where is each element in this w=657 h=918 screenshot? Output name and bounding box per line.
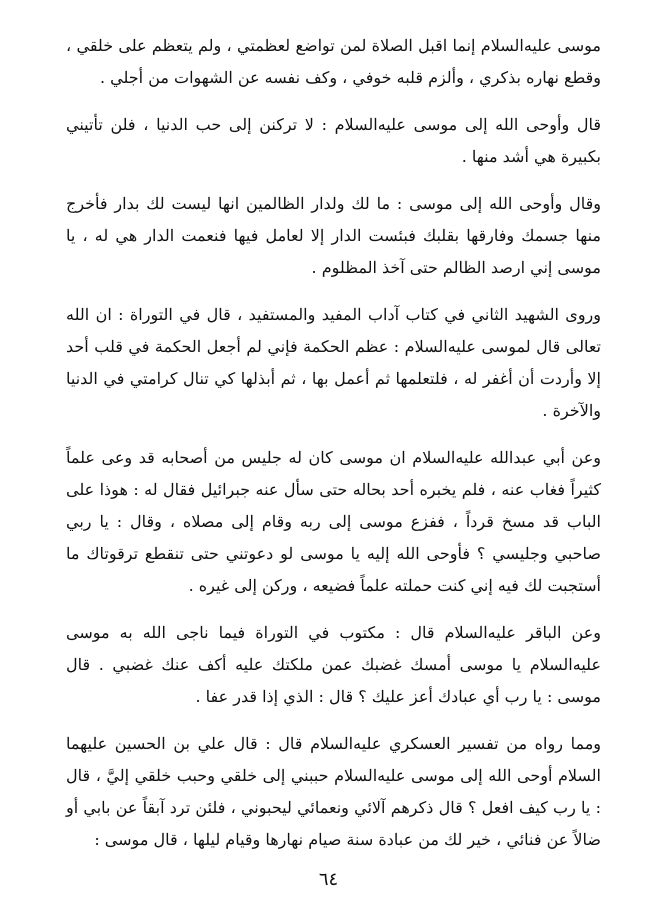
paragraph-3: وقال وأوحى الله إلى موسى : ما لك ولدار الظالمين انها ليست لك بدار فأخرج منها جسمك وفارقها بقلبك فبئست الدار إلا لعامل فيها فنعمت الدار هي له ، يا موسى إني ارصد الظالم حتى آخذ المظلوم . (66, 194, 601, 277)
page-number: ٦٤ (318, 869, 339, 890)
paragraph-4: وروى الشهيد الثاني في كتاب آداب المفيد والمستفيد ، قال في التوراة : ان الله تعالى قال لموسى عليه‌السلام : عظم الحكمة فإني لم أجعل الحكمة في قلب أحد إلا وأردت أن أغفر له ، فلتعلمها ثم أعمل بها ، ثم أبذلها كي تنال كرامتي في الدنيا والآخرة . (66, 305, 602, 420)
paragraph-2: قال وأوحى الله إلى موسى عليه‌السلام : لا تركنن إلى حب الدنيا ، فلن تأتيني بكبيرة هي أشد منها . (66, 115, 601, 166)
paragraph-5: وعن أبي عبدالله عليه‌السلام ان موسى كان له جليس من أصحابه قد وعى علماً كثيراً فغاب عنه ، فلم يخبره أحد بحاله حتى سأل عنه جبرائيل فقال له : هوذا على الباب قد مسخ قرداً ، ففزع موسى إلى ربه وقام إلى مصلاه ، وقال : يا ربي صاحبي وجليسي ؟ فأوحى الله إليه يا موسى لو دعوتني حتى تنقطع ترقوتاك ما أستجبت لك فيه إني كنت حملته علماً فضيعه ، وركن إلى غيره . (66, 448, 602, 595)
paragraph-6: وعن الباقر عليه‌السلام قال : مكتوب في التوراة فيما ناجى الله به موسى عليه‌السلام يا موسى أمسك غضبك عمن ملكتك عليه أكف عنك غضبي . قال موسى : يا رب أي عبادك أعز عليك ؟ قال : الذي إذا قدر عفا . (66, 623, 601, 706)
paragraph-1: موسى عليه‌السلام إنما اقبل الصلاة لمن تواضع لعظمتي ، ولم يتعظم على خلقي ، وقطع نهاره بذكري ، وألزم قلبه خوفي ، وكف نفسه عن الشهوات من أجلي . (66, 36, 601, 87)
paragraph-7: ومما رواه من تفسير العسكري عليه‌السلام قال : قال علي بن الحسين عليهما السلام أوحى الله إلى موسى عليه‌السلام حببني إلى خلقي وحبب خلقي إليَّ ، قال : يا رب كيف افعل ؟ قال ذكرهم آلائي ونعمائي ليحبوني ، فلئن ترد آبقاً عن بابي أو ضالاً عن فنائي ، خير لك من عبادة سنة صيام نهارها وقيام ليلها ، قال موسى : (66, 734, 601, 849)
